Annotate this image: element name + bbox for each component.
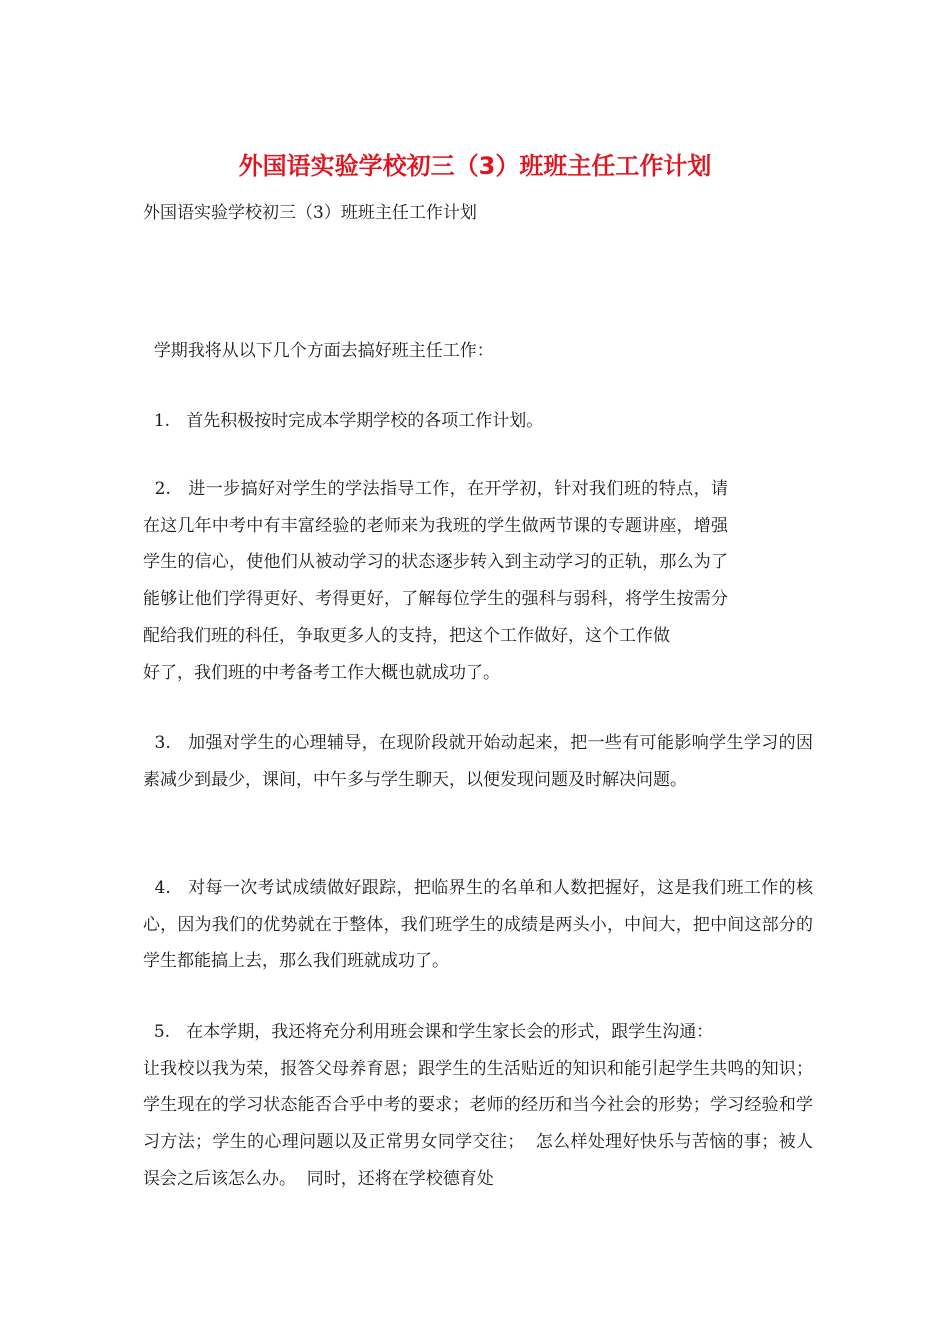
paragraph-2 [143, 471, 813, 691]
paragraph-4: 4. 对每一次考试成绩做好跟踪，把临界生的名单和人数把握好，这是我们班工作的核心，因为我们的优势就在于整体，我们班学生的成绩是两头小，中间大，把中间这部分的学生都能搞上去，那么我们班就成功了。 [143, 878, 813, 972]
paragraph-2-text: 2. 进一步搞好对学生的学法指导工作，在开学初，针对我们班的特点，请在这几年中考中有丰富经验的老师来为我班的学生做两节课的专题讲座，增强学生的信心，使他们从被动学习的状态逐步转入到主动学习的正轨，那么为了能够让他们学得更好、考得更好，了解每位学生的强科与弱科，将学生按需分配给我们班的科任，争取更多人的支持，把这个工作做好，这个工作做 [143, 479, 728, 646]
document-subtitle: 外国语实验学校初三（3）班班主任工作计划 [143, 203, 477, 223]
paragraph-1: 1. 首先积极按时完成本学期学校的各项工作计划。 [143, 411, 544, 431]
paragraph-2-continuation: 好了，我们班的中考备考工作大概也就成功了。 [143, 662, 500, 683]
intro-paragraph: 学期我将从以下几个方面去搞好班主任工作： [143, 341, 494, 361]
document-title: 外国语实验学校初三（3）班班主任工作计划 [238, 152, 712, 180]
paragraph-5-body: 让我校以我为荣，报答父母养育恩；跟学生的生活贴近的知识和能引起学生共鸣的知识；学生现在的学习状态能否合乎中考的要求；老师的经历和当今社会的形势；学习经验和学习方法；学生的心理问题以及正常男女同学交往； 怎么样处理好快乐与苦恼的事；被人误会之后该怎么办。 同时，还将在学校德育处 [143, 1058, 813, 1189]
paragraph-5-lead: 5. 在本学期，我还将充分利用班会课和学生家长会的形式，跟学生沟通： [143, 1022, 714, 1042]
paragraph-5 [143, 1014, 813, 1198]
paragraph-3: 3. 加强对学生的心理辅导，在现阶段就开始动起来，把一些有可能影响学生学习的因素减少到最少，课间，中午多与学生聊天，以便发现问题及时解决问题。 [143, 733, 813, 790]
